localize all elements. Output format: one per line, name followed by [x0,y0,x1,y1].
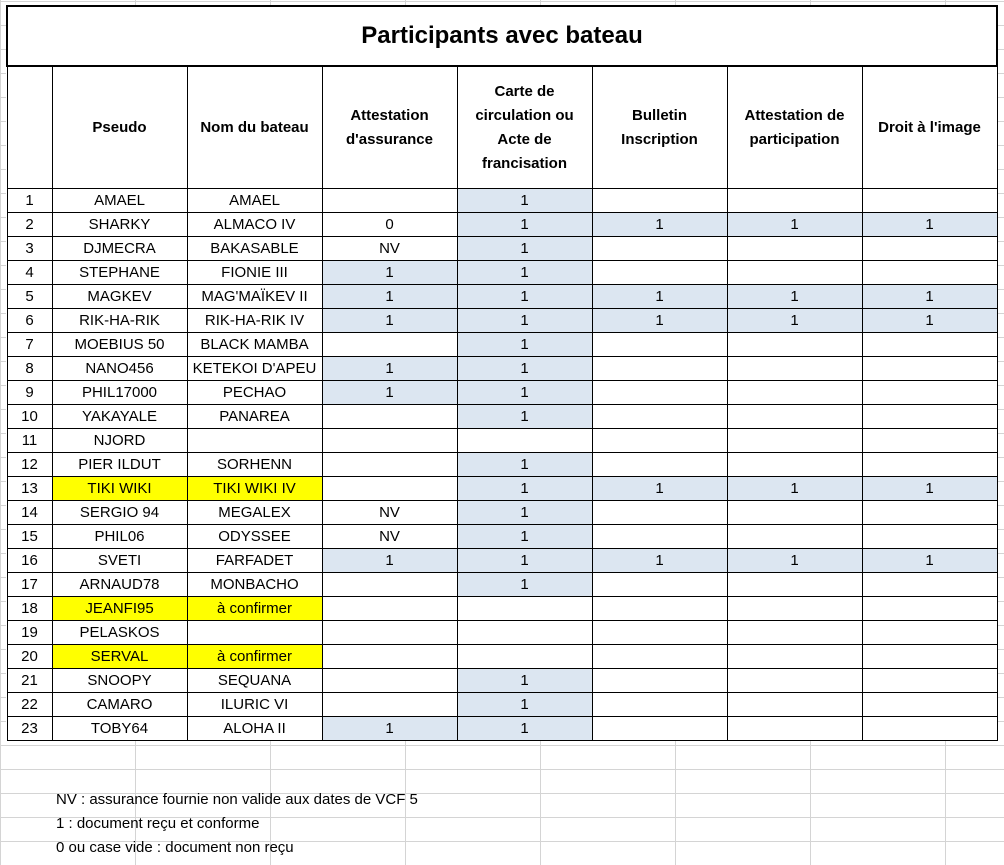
table-row [7,573,997,597]
participation-cell[interactable] [727,261,862,285]
circulation-card-cell[interactable] [457,645,592,669]
circulation-card-cell[interactable] [457,429,592,453]
participation-cell[interactable] [727,357,862,381]
participation-cell[interactable] [727,717,862,741]
table-row [7,309,997,333]
header-pseudo: Pseudo [52,66,187,189]
registration-form-cell[interactable] [592,645,727,669]
header-circulation-card: Carte de circulation ou Acte de francisation [457,66,592,189]
participation-cell[interactable]: 1 [727,309,862,333]
insurance-cell[interactable] [322,405,457,429]
pseudo-cell[interactable]: SERGIO 94 [52,501,187,525]
participation-cell[interactable] [727,501,862,525]
table-row [7,333,997,357]
row-number[interactable]: 15 [7,525,52,549]
registration-form-cell[interactable] [592,501,727,525]
boat-name-cell[interactable]: à confirmer [187,645,322,669]
boat-name-cell[interactable]: FARFADET [187,549,322,573]
participation-cell[interactable] [727,405,862,429]
registration-form-cell[interactable] [592,621,727,645]
table-row [7,525,997,549]
circulation-card-cell[interactable] [457,621,592,645]
table-row [7,213,997,237]
row-number[interactable]: 12 [7,453,52,477]
registration-form-cell[interactable] [592,453,727,477]
boat-name-cell[interactable]: TIKI WIKI IV [187,477,322,501]
image-rights-cell[interactable] [862,573,997,597]
table-row [7,645,997,669]
participation-cell[interactable] [727,573,862,597]
row-number[interactable]: 7 [7,333,52,357]
circulation-card-cell[interactable]: 1 [457,309,592,333]
image-rights-cell[interactable] [862,453,997,477]
row-number[interactable]: 20 [7,645,52,669]
row-number[interactable]: 17 [7,573,52,597]
legend-nv: NV : assurance fournie non valide aux dates de VCF 5 [56,791,418,808]
boat-name-cell[interactable]: BLACK MAMBA [187,333,322,357]
pseudo-cell[interactable]: YAKAYALE [52,405,187,429]
image-rights-cell[interactable] [862,237,997,261]
insurance-cell[interactable]: NV [322,525,457,549]
registration-form-cell[interactable] [592,429,727,453]
circulation-card-cell[interactable] [457,597,592,621]
image-rights-cell[interactable] [862,501,997,525]
image-rights-cell[interactable] [862,645,997,669]
header-image-rights: Droit à l'image [862,66,997,189]
participation-cell[interactable] [727,669,862,693]
participation-cell[interactable]: 1 [727,213,862,237]
row-number[interactable]: 5 [7,285,52,309]
image-rights-cell[interactable] [862,189,997,213]
insurance-cell[interactable]: 1 [322,717,457,741]
image-rights-cell[interactable]: 1 [862,309,997,333]
row-number[interactable]: 23 [7,717,52,741]
boat-name-cell[interactable]: MONBACHO [187,573,322,597]
legend-not-received: 0 ou case vide : document non reçu [56,839,294,856]
pseudo-cell[interactable]: SERVAL [52,645,187,669]
insurance-cell[interactable] [322,693,457,717]
boat-name-cell[interactable]: MAG'MAÏKEV II [187,285,322,309]
table-row [7,501,997,525]
circulation-card-cell[interactable]: 1 [457,669,592,693]
row-number[interactable]: 10 [7,405,52,429]
circulation-card-cell[interactable]: 1 [457,693,592,717]
participation-cell[interactable] [727,429,862,453]
participation-cell[interactable]: 1 [727,285,862,309]
image-rights-cell[interactable] [862,429,997,453]
table-row [7,357,997,381]
table-row [7,717,997,741]
boat-name-cell[interactable]: ODYSSEE [187,525,322,549]
row-number[interactable]: 3 [7,237,52,261]
row-number[interactable]: 13 [7,477,52,501]
insurance-cell[interactable] [322,189,457,213]
insurance-cell[interactable]: 1 [322,309,457,333]
boat-name-cell[interactable]: PECHAO [187,381,322,405]
table-row [7,669,997,693]
table-row [7,237,997,261]
registration-form-cell[interactable] [592,189,727,213]
circulation-card-cell[interactable]: 1 [457,501,592,525]
participation-cell[interactable] [727,453,862,477]
participation-cell[interactable] [727,597,862,621]
registration-form-cell[interactable]: 1 [592,477,727,501]
image-rights-cell[interactable] [862,381,997,405]
participation-cell[interactable]: 1 [727,477,862,501]
insurance-cell[interactable]: 1 [322,285,457,309]
registration-form-cell[interactable] [592,525,727,549]
circulation-card-cell[interactable]: 1 [457,333,592,357]
pseudo-cell[interactable]: NANO456 [52,357,187,381]
insurance-cell[interactable] [322,645,457,669]
insurance-cell[interactable]: 1 [322,357,457,381]
registration-form-cell[interactable] [592,357,727,381]
table-row [7,405,997,429]
image-rights-cell[interactable] [862,405,997,429]
registration-form-cell[interactable] [592,381,727,405]
insurance-cell[interactable] [322,429,457,453]
pseudo-cell[interactable]: MAGKEV [52,285,187,309]
insurance-cell[interactable]: 1 [322,381,457,405]
circulation-card-cell[interactable]: 1 [457,717,592,741]
boat-name-cell[interactable]: AMAEL [187,189,322,213]
circulation-card-cell[interactable]: 1 [457,477,592,501]
image-rights-cell[interactable] [862,525,997,549]
insurance-cell[interactable]: 1 [322,261,457,285]
header-boat-name: Nom du bateau [187,66,322,189]
image-rights-cell[interactable] [862,717,997,741]
image-rights-cell[interactable]: 1 [862,477,997,501]
pseudo-cell[interactable]: NJORD [52,429,187,453]
boat-name-cell[interactable]: ALMACO IV [187,213,322,237]
boat-name-cell[interactable]: KETEKOI D'APEU [187,357,322,381]
circulation-card-cell[interactable]: 1 [457,213,592,237]
pseudo-cell[interactable]: MOEBIUS 50 [52,333,187,357]
insurance-cell[interactable] [322,573,457,597]
legend-received: 1 : document reçu et conforme [56,815,260,832]
image-rights-cell[interactable] [862,333,997,357]
circulation-card-cell[interactable]: 1 [457,405,592,429]
table-row [7,429,997,453]
pseudo-cell[interactable]: PELASKOS [52,621,187,645]
header-row [7,66,997,189]
pseudo-cell[interactable]: PIER ILDUT [52,453,187,477]
pseudo-cell[interactable]: ARNAUD78 [52,573,187,597]
registration-form-cell[interactable] [592,573,727,597]
table-title: Participants avec bateau [7,6,997,66]
image-rights-cell[interactable]: 1 [862,549,997,573]
participation-cell[interactable] [727,525,862,549]
boat-name-cell[interactable] [187,621,322,645]
participants-table [6,5,998,741]
row-number[interactable]: 11 [7,429,52,453]
boat-name-cell[interactable]: BAKASABLE [187,237,322,261]
circulation-card-cell[interactable]: 1 [457,237,592,261]
participation-cell[interactable] [727,381,862,405]
insurance-cell[interactable] [322,333,457,357]
image-rights-cell[interactable] [862,357,997,381]
boat-name-cell[interactable]: SEQUANA [187,669,322,693]
image-rights-cell[interactable]: 1 [862,213,997,237]
table-row [7,549,997,573]
header-num [7,66,52,189]
row-number[interactable]: 21 [7,669,52,693]
table-row [7,477,997,501]
row-number[interactable]: 6 [7,309,52,333]
participation-cell[interactable] [727,333,862,357]
pseudo-cell[interactable]: DJMECRA [52,237,187,261]
row-number[interactable]: 2 [7,213,52,237]
registration-form-cell[interactable] [592,333,727,357]
insurance-cell[interactable] [322,621,457,645]
boat-name-cell[interactable]: MEGALEX [187,501,322,525]
pseudo-cell[interactable]: JEANFI95 [52,597,187,621]
image-rights-cell[interactable] [862,669,997,693]
registration-form-cell[interactable]: 1 [592,309,727,333]
header-registration-form: Bulletin Inscription [592,66,727,189]
pseudo-cell[interactable]: STEPHANE [52,261,187,285]
image-rights-cell[interactable] [862,261,997,285]
row-number[interactable]: 16 [7,549,52,573]
insurance-cell[interactable] [322,477,457,501]
insurance-cell[interactable] [322,669,457,693]
table-row [7,261,997,285]
circulation-card-cell[interactable]: 1 [457,525,592,549]
participation-cell[interactable] [727,693,862,717]
row-number[interactable]: 9 [7,381,52,405]
participation-cell[interactable] [727,189,862,213]
image-rights-cell[interactable]: 1 [862,285,997,309]
row-number[interactable]: 1 [7,189,52,213]
row-number[interactable]: 4 [7,261,52,285]
table-row [7,693,997,717]
image-rights-cell[interactable] [862,621,997,645]
boat-name-cell[interactable]: à confirmer [187,597,322,621]
pseudo-cell[interactable]: RIK-HA-RIK [52,309,187,333]
row-number[interactable]: 22 [7,693,52,717]
boat-name-cell[interactable] [187,429,322,453]
circulation-card-cell[interactable]: 1 [457,189,592,213]
pseudo-cell[interactable]: CAMARO [52,693,187,717]
circulation-card-cell[interactable]: 1 [457,285,592,309]
header-insurance: Attestation d'assurance [322,66,457,189]
image-rights-cell[interactable] [862,693,997,717]
row-number[interactable]: 19 [7,621,52,645]
pseudo-cell[interactable]: SVETI [52,549,187,573]
table-row [7,285,997,309]
pseudo-cell[interactable]: PHIL06 [52,525,187,549]
registration-form-cell[interactable] [592,669,727,693]
participation-cell[interactable]: 1 [727,549,862,573]
registration-form-cell[interactable] [592,405,727,429]
boat-name-cell[interactable]: PANAREA [187,405,322,429]
pseudo-cell[interactable]: PHIL17000 [52,381,187,405]
registration-form-cell[interactable] [592,237,727,261]
boat-name-cell[interactable]: ALOHA II [187,717,322,741]
row-number[interactable]: 8 [7,357,52,381]
table-row [7,189,997,213]
insurance-cell[interactable]: 0 [322,213,457,237]
table-row [7,597,997,621]
pseudo-cell[interactable]: TIKI WIKI [52,477,187,501]
registration-form-cell[interactable] [592,717,727,741]
circulation-card-cell[interactable]: 1 [457,261,592,285]
registration-form-cell[interactable]: 1 [592,285,727,309]
circulation-card-cell[interactable]: 1 [457,453,592,477]
pseudo-cell[interactable]: AMAEL [52,189,187,213]
boat-name-cell[interactable]: FIONIE III [187,261,322,285]
registration-form-cell[interactable]: 1 [592,213,727,237]
table-row [7,621,997,645]
registration-form-cell[interactable] [592,597,727,621]
insurance-cell[interactable] [322,453,457,477]
circulation-card-cell[interactable]: 1 [457,549,592,573]
pseudo-cell[interactable]: TOBY64 [52,717,187,741]
participation-cell[interactable] [727,645,862,669]
registration-form-cell[interactable] [592,261,727,285]
registration-form-cell[interactable] [592,693,727,717]
pseudo-cell[interactable]: SHARKY [52,213,187,237]
circulation-card-cell[interactable]: 1 [457,573,592,597]
insurance-cell[interactable] [322,597,457,621]
registration-form-cell[interactable]: 1 [592,549,727,573]
circulation-card-cell[interactable]: 1 [457,357,592,381]
row-number[interactable]: 14 [7,501,52,525]
image-rights-cell[interactable] [862,597,997,621]
participation-cell[interactable] [727,237,862,261]
participation-cell[interactable] [727,621,862,645]
circulation-card-cell[interactable]: 1 [457,381,592,405]
table-row [7,381,997,405]
boat-name-cell[interactable]: RIK-HA-RIK IV [187,309,322,333]
row-number[interactable]: 18 [7,597,52,621]
header-participation: Attestation de participation [727,66,862,189]
boat-name-cell[interactable]: SORHENN [187,453,322,477]
insurance-cell[interactable]: 1 [322,549,457,573]
insurance-cell[interactable]: NV [322,237,457,261]
boat-name-cell[interactable]: ILURIC VI [187,693,322,717]
pseudo-cell[interactable]: SNOOPY [52,669,187,693]
insurance-cell[interactable]: NV [322,501,457,525]
table-row [7,453,997,477]
